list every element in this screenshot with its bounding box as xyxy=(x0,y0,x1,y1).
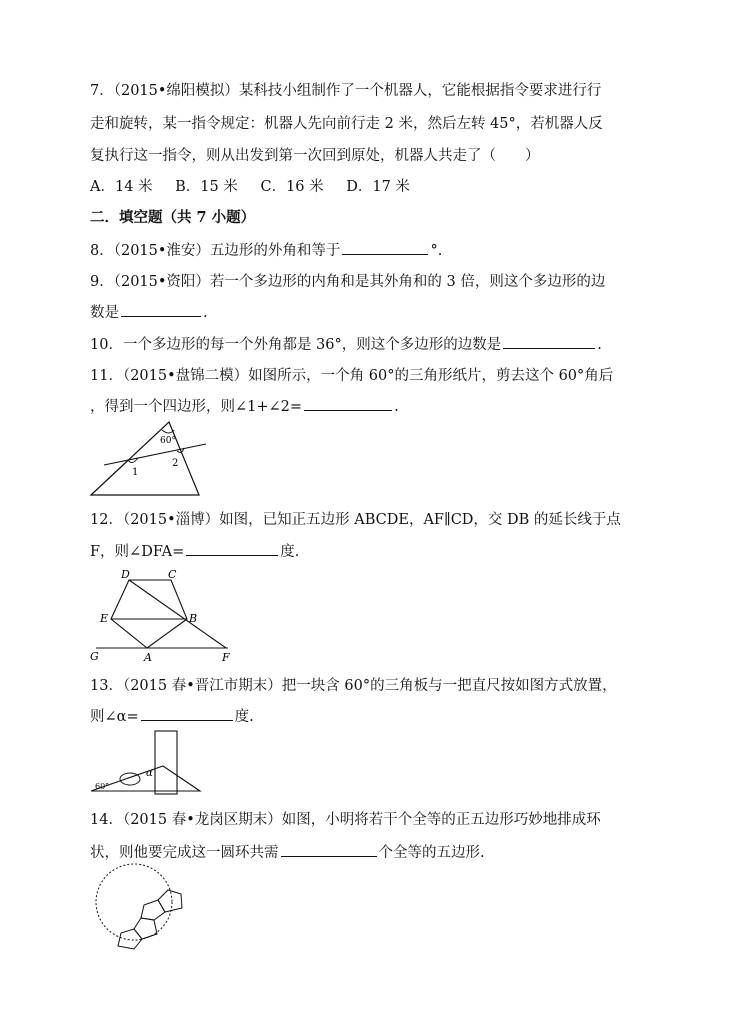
q11-triangle-figure xyxy=(88,418,218,498)
q11-cut-line xyxy=(104,444,206,465)
q8-suffix: °. xyxy=(430,243,443,259)
q13-answer-blank[interactable] xyxy=(141,706,233,721)
q13-suffix: 度. xyxy=(234,709,254,725)
q13-line1: 13．（2015 春•晋江市期末）把一块含 60°的三角板与一把直尺按如图方式放置， xyxy=(90,678,617,694)
q9-line1: 9．（2015•资阳）若一个多边形的内角和是其外角和的 3 倍，则这个多边形的边 xyxy=(90,274,606,290)
q8-text: 8．（2015•淮安）五边形的外角和等于 xyxy=(90,243,341,259)
q12-label-e: E xyxy=(100,612,109,625)
q11-suffix: . xyxy=(394,399,399,415)
q7-option-b[interactable]: B．15 米 xyxy=(175,179,238,195)
q13-angle-60-label: 60° xyxy=(95,782,110,791)
q14-line1: 14．（2015 春•龙岗区期末）如图，小明将若干个全等的正五边形巧妙地排成环 xyxy=(90,812,601,828)
q7-option-c[interactable]: C．16 米 xyxy=(260,179,324,195)
q8-line xyxy=(90,240,442,261)
q11-angle-60-label: 60° xyxy=(160,436,176,446)
q11-triangle xyxy=(91,422,199,495)
q11-angle-2-label: 2 xyxy=(172,458,179,469)
q11-line1: 11．（2015•盘锦二模）如图所示，一个角 60°的三角形纸片，剪去这个 60°角后 xyxy=(90,368,614,384)
q12-text: F，则∠DFA= xyxy=(90,544,185,560)
q12-pentagon-figure xyxy=(88,568,268,664)
q12-label-c: C xyxy=(168,568,177,581)
q10-suffix: . xyxy=(597,337,602,353)
q8-answer-blank[interactable] xyxy=(342,240,428,255)
q12-label-g: G xyxy=(90,650,99,663)
q14-pentagon-4 xyxy=(158,890,182,912)
q10-answer-blank[interactable] xyxy=(503,334,595,349)
q12-label-b: B xyxy=(189,612,198,625)
q11-answer-blank[interactable] xyxy=(304,396,392,411)
q13-ruler xyxy=(155,731,177,794)
q7-line3: 复执行这一指令，则从出发到第一次回到原处，机器人共走了（ ） xyxy=(90,148,540,164)
q11-line2 xyxy=(90,396,399,417)
q12-label-f: F xyxy=(222,651,230,664)
q9-suffix: . xyxy=(203,305,208,321)
q7-line2: 走和旋转，某一指令规定：机器人先向前行走 2 米，然后左转 45°，若机器人反 xyxy=(90,116,603,132)
q14-pentagon-ring-figure xyxy=(88,862,198,958)
q14-pentagon-2 xyxy=(134,918,157,939)
q9-text: 数是 xyxy=(90,305,119,321)
q9-line2 xyxy=(90,302,208,323)
q13-text: 则∠α= xyxy=(90,709,139,725)
q12-line2 xyxy=(90,541,299,562)
q10-line xyxy=(90,334,602,355)
q7-options xyxy=(90,177,428,197)
q11-text: ，得到一个四边形，则∠1+∠2= xyxy=(90,399,303,415)
q7-option-d[interactable]: D．17 米 xyxy=(346,179,410,195)
q7-option-a[interactable]: A．14 米 xyxy=(90,179,153,195)
q13-alpha-label: α xyxy=(146,768,153,779)
q12-line-df xyxy=(129,580,226,648)
q13-triangle-hole xyxy=(120,773,140,785)
q12-label-d: D xyxy=(121,568,130,581)
q14-answer-blank[interactable] xyxy=(281,842,377,857)
q12-line1: 12．（2015•淄博）如图，已知正五边形 ABCDE，AF∥CD，交 DB 的延长线于点 xyxy=(90,512,621,528)
q13-ruler-figure xyxy=(88,726,208,796)
q12-label-a: A xyxy=(144,651,152,664)
q14-pentagon-3 xyxy=(141,900,165,920)
q7-line1: 7．（2015•绵阳模拟）某科技小组制作了一个机器人，它能根据指令要求进行行 xyxy=(90,83,602,99)
q14-suffix: 个全等的五边形. xyxy=(378,845,485,861)
q12-suffix: 度. xyxy=(280,544,300,560)
q12-pentagon xyxy=(111,580,187,648)
q14-line2 xyxy=(90,842,485,863)
q12-answer-blank[interactable] xyxy=(186,541,278,556)
q14-pentagon-1 xyxy=(118,929,142,949)
q11-angle-1-label: 1 xyxy=(132,467,139,478)
q14-text: 状，则他要完成这一圆环共需 xyxy=(90,845,279,861)
section2-title: 二．填空题（共 7 小题） xyxy=(90,209,256,226)
q9-answer-blank[interactable] xyxy=(121,302,201,317)
q13-line2 xyxy=(90,706,254,727)
q10-text: 10．一个多边形的每一个外角都是 36°，则这个多边形的边数是 xyxy=(90,337,502,353)
